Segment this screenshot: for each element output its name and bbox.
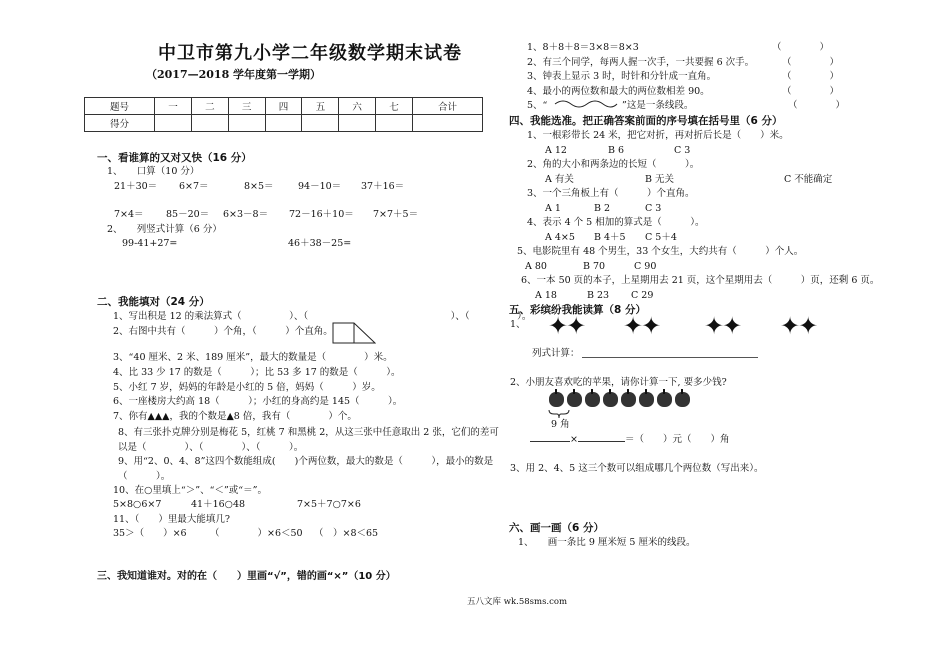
choice-question: 4、表示 4 个 5 相加的算式是（ ）。 — [527, 217, 705, 228]
vertical-calc: 46＋38－25= — [288, 238, 352, 249]
choice-option[interactable]: B 23 — [587, 290, 610, 301]
trapezoid-figure — [332, 322, 376, 344]
oral-calc: 7×7＋5＝ — [373, 209, 419, 220]
judge-blank[interactable]: （ ） — [782, 57, 840, 68]
s2-question-9: 9、用“2、0、4、8”这四个数能组成( )个两位数，最大的数是（ ），最小的数是（ ）。 — [118, 456, 494, 482]
judge-item: 5、“ — [527, 100, 548, 111]
choice-option[interactable]: B 6 — [608, 145, 625, 156]
score-header-cell: 五 — [302, 98, 339, 115]
judge-item: 3、钟表上显示 3 时，时针和分针成一直角。 — [527, 71, 717, 82]
judge-item: 1、8＋8＋8＝3×8＝8×3 — [527, 42, 639, 53]
choice-option[interactable]: A 12 — [545, 145, 567, 156]
judge-item: 4、最小的两位数和最大的两位数相差 90。 — [527, 86, 710, 97]
apple-icon — [567, 392, 582, 407]
answer-line[interactable] — [582, 357, 758, 358]
judge-blank[interactable]: （ ） — [788, 100, 846, 111]
score-header-cell: 三 — [228, 98, 265, 115]
star-pair-icon: ✦✦ — [623, 312, 660, 340]
choice-question: 6、一本 50 页的本子，上星期用去 21 页，这个星期用去（ ）页，还剩 6 页。 — [521, 275, 880, 286]
s2-question: 1、写出积是 12 的乘法算式（ ）、（ ）、（ ）。 — [113, 311, 532, 322]
score-cell[interactable] — [191, 115, 228, 132]
compare-item: 7×5＋7○7×6 — [297, 499, 361, 510]
compare-item: 41＋16○48 — [191, 499, 246, 510]
oral-calc: 37＋16＝ — [361, 181, 405, 192]
apple-icon — [585, 392, 600, 407]
score-cell[interactable] — [228, 115, 265, 132]
judge-blank[interactable]: （ ） — [782, 71, 840, 82]
section-4-title: 四、我能选准。把正确答案前面的序号填在括号里（6 分） — [509, 115, 783, 127]
fill-max-item: 35＞（ ）×6 — [113, 528, 187, 539]
choice-question: 3、一个三角板上有（ ）个直角。 — [527, 188, 695, 199]
score-header-cell: 题号 — [85, 98, 155, 115]
star-pair-icon: ✦✦ — [704, 312, 741, 340]
oral-calc: 94－10＝ — [298, 181, 342, 192]
score-header-cell: 一 — [155, 98, 192, 115]
judge-blank[interactable]: （ ） — [782, 86, 840, 97]
s2-question-8: 8、有三张扑克牌分别是梅花 5，红桃 7 和黑桃 2，从这三张中任意取出 2 张，它们的差可以是（ ）、（ ）、（ ）。 — [118, 427, 499, 453]
choice-option[interactable]: C 29 — [631, 290, 654, 301]
s1-q2-label: 2、 列竖式计算（6 分） — [107, 224, 222, 235]
s2-question-11: 11、（ ）里最大能填几? — [113, 514, 230, 525]
score-cell[interactable] — [412, 115, 482, 132]
s6-q1: 1、 画一条比 9 厘米短 5 厘米的线段。 — [518, 537, 696, 548]
choice-option[interactable]: C 90 — [634, 261, 657, 272]
apple-row — [549, 392, 693, 410]
page-title: 中卫市第九小学二年级数学期末试卷 — [158, 43, 462, 64]
footer-watermark: 五八文库 wk.58sms.com — [467, 597, 568, 607]
section-1-title: 一、看谁算的又对又快（16 分） — [97, 152, 252, 164]
score-header-cell: 合计 — [412, 98, 482, 115]
choice-option[interactable]: C 3 — [645, 203, 662, 214]
s2-question: 7、你有▲▲▲，我的个数是▲8 倍，我有（ ）个。 — [113, 411, 357, 422]
choice-option[interactable]: C 5＋4 — [645, 232, 677, 243]
oral-calc: 85－20＝ — [166, 209, 210, 220]
section-2-title: 二、我能填对（24 分） — [97, 296, 210, 308]
choice-option[interactable]: B 2 — [594, 203, 611, 214]
score-header-cell: 四 — [265, 98, 302, 115]
apple-icon — [657, 392, 672, 407]
s5-q1-num: 1、 — [510, 319, 526, 330]
score-cell[interactable] — [339, 115, 376, 132]
score-cell[interactable] — [376, 115, 413, 132]
choice-option[interactable]: A 18 — [535, 290, 557, 301]
judge-blank[interactable]: （ ） — [772, 42, 830, 53]
brace-figure — [548, 409, 570, 419]
score-table-score-row — [85, 115, 483, 132]
star-pair-icon: ✦✦ — [548, 312, 585, 340]
s5-q1-calc-label: 列式计算： — [532, 348, 580, 359]
formula-result: ＝（ ）元（ ）角 — [624, 434, 730, 445]
apple-icon — [621, 392, 636, 407]
apple-icon — [603, 392, 618, 407]
section-6-title: 六、画一画（6 分） — [509, 522, 604, 534]
apple-icon — [675, 392, 690, 407]
formula-blank[interactable] — [530, 441, 570, 442]
choice-question: 5、电影院里有 48 个男生，33 个女生，大约共有（ ）个人。 — [517, 246, 804, 257]
judge-item-tail: ”这是一条线段。 — [622, 100, 694, 111]
score-header-cell: 二 — [191, 98, 228, 115]
star-pair-icon: ✦✦ — [780, 312, 817, 340]
section-3-title: 三、我知道谁对。对的在（ ）里画“√”，错的画“×”（10 分） — [97, 571, 396, 582]
choice-option[interactable]: A 80 — [525, 261, 547, 272]
apple-icon — [549, 392, 564, 407]
choice-option[interactable]: C 不能确定 — [784, 174, 833, 185]
score-cell[interactable] — [302, 115, 339, 132]
choice-option[interactable]: A 4×5 — [545, 232, 575, 243]
choice-option[interactable]: B 4＋5 — [594, 232, 626, 243]
score-header-cell: 六 — [339, 98, 376, 115]
score-cell[interactable] — [265, 115, 302, 132]
oral-calc: 8×5＝ — [244, 181, 274, 192]
wavy-line-figure — [553, 98, 619, 110]
fill-max-item: （ ）×6＜50 — [210, 528, 303, 539]
s2-question: 5、小红 7 岁，妈妈的年龄是小红的 5 倍，妈妈（ ）岁。 — [113, 382, 381, 393]
choice-option[interactable]: A 有关 — [545, 174, 574, 185]
price-label: 9 角 — [551, 419, 570, 430]
apple-icon — [639, 392, 654, 407]
score-row-label: 得分 — [85, 115, 155, 132]
score-cell[interactable] — [155, 115, 192, 132]
score-header-cell: 七 — [376, 98, 413, 115]
s2-question: 3、“40 厘米、2 米、189 厘米”，最大的数量是（ ）米。 — [113, 352, 393, 363]
s2-question: 4、比 33 少 17 的数是（ ）；比 53 多 17 的数是（ ）。 — [113, 367, 401, 378]
oral-calc: 6×3－8＝ — [223, 209, 269, 220]
choice-question: 2、角的大小和两条边的长短（ ）。 — [527, 159, 700, 170]
s2-question: 2、右图中共有（ ）个角，（ ）个直角。 — [113, 326, 333, 337]
compare-item: 5×8○6×7 — [113, 499, 162, 510]
oral-calc: 6×7＝ — [179, 181, 209, 192]
page-subtitle: （2017—2018 学年度第一学期） — [146, 68, 322, 81]
s2-question-10: 10、在○里填上“＞”、“＜”或“＝”。 — [113, 485, 268, 496]
choice-option[interactable]: A 1 — [545, 203, 561, 214]
oral-calc: 7×4＝ — [114, 209, 144, 220]
judge-item: 2、有三个同学，每两人握一次手，一共要握 6 次手。 — [527, 57, 755, 68]
oral-calc: 72－16＋10＝ — [289, 209, 354, 220]
score-table — [84, 97, 483, 132]
s5-q3: 3、用 2、4、5 这三个数可以组成哪几个两位数（写出来）。 — [510, 463, 764, 474]
s5-q2: 2、小朋友喜欢吃的苹果，请你计算一下, 要多少钱? — [510, 377, 727, 388]
choice-option[interactable]: B 无关 — [645, 174, 675, 185]
vertical-calc: 99-41+27= — [122, 238, 178, 249]
choice-option[interactable]: B 70 — [583, 261, 606, 272]
s1-q1-label: 1、 口算（10 分） — [107, 166, 200, 177]
oral-calc: 21＋30＝ — [114, 181, 158, 192]
formula-blank[interactable] — [578, 441, 625, 442]
s2-question: 6、一座楼房大约高 18（ ）；小红的身高约是 145（ ）。 — [113, 396, 403, 407]
price-formula — [530, 434, 729, 445]
score-table-header-row — [85, 98, 483, 115]
section-5-title: 五、彩缤纷我能读算（8 分） — [509, 304, 646, 316]
choice-question: 1、一根彩带长 24 米，把它对折，再对折后长是（ ）米。 — [527, 130, 789, 141]
fill-max-item: （ ）×8＜65 — [314, 528, 379, 539]
choice-option[interactable]: C 3 — [674, 145, 691, 156]
formula-times: × — [570, 434, 578, 445]
